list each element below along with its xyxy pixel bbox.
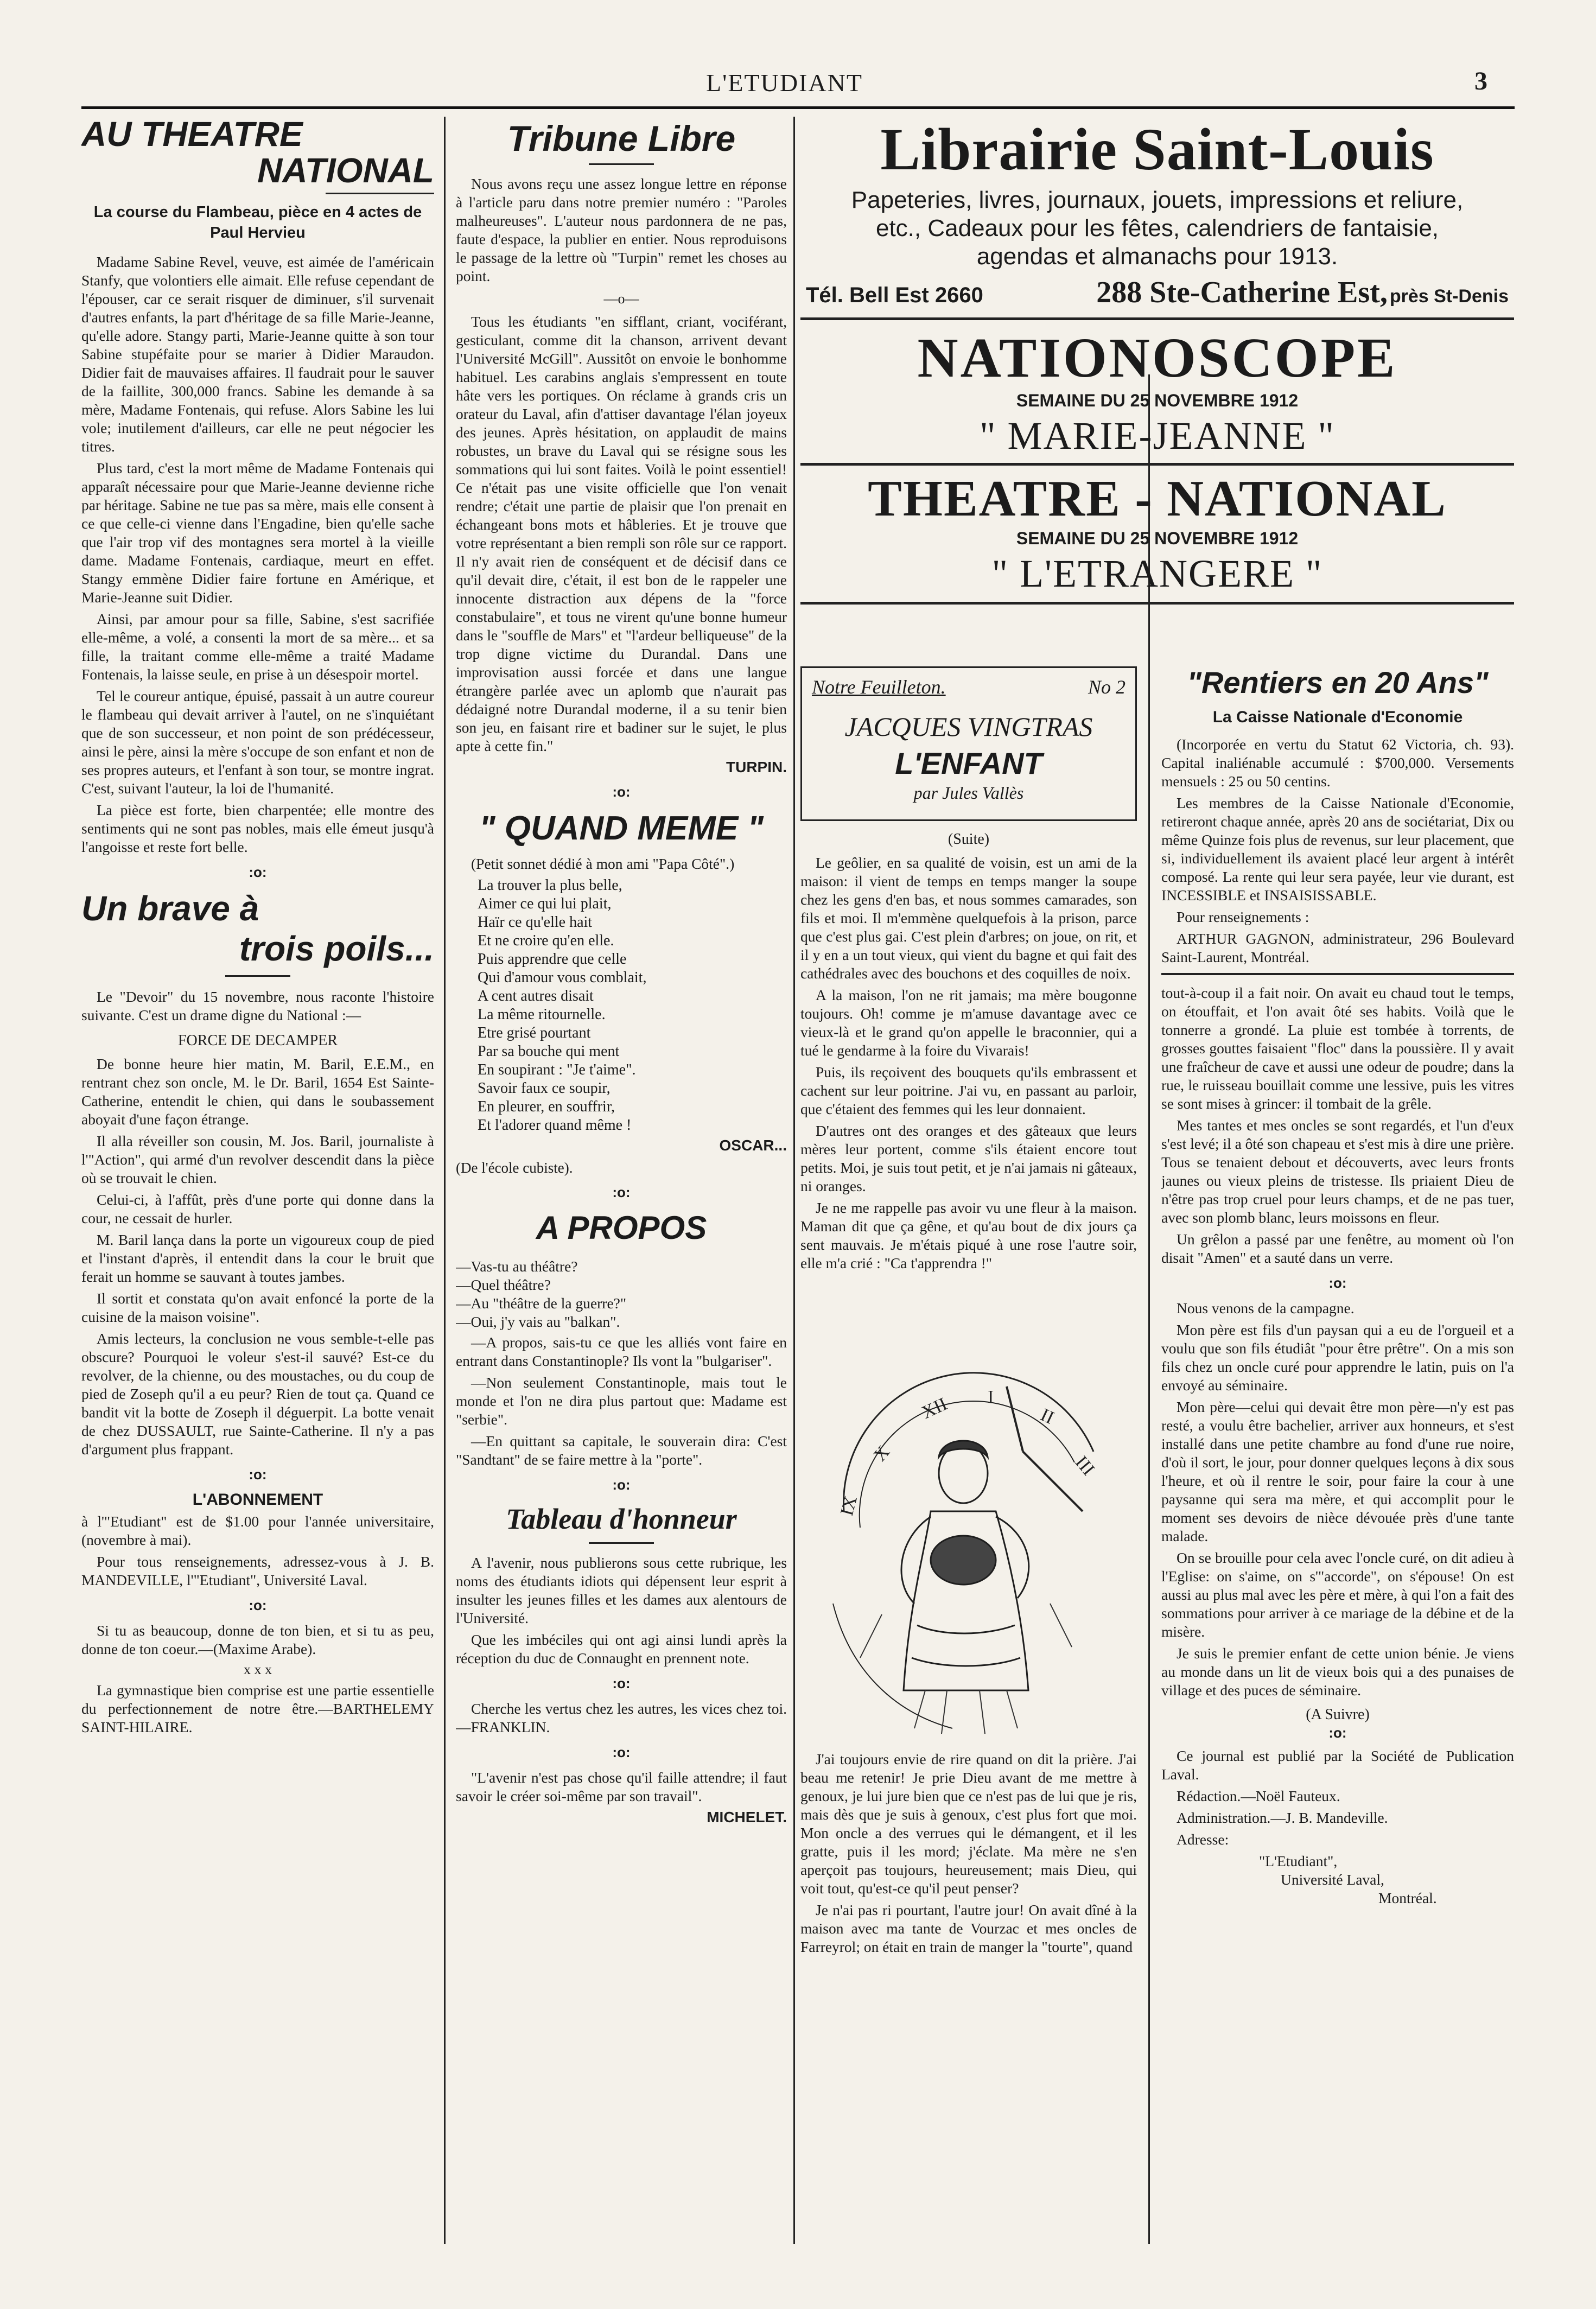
signature: TURPIN. [726,759,787,775]
separator: :o: [612,1675,631,1691]
story-paragraph: Un grêlon a passé par une fenêtre, au moment où l'on disait "Amen" et a sauté dans un verre. [1161,1231,1514,1266]
librairie-phone: Tél. Bell Est 2660 [806,283,983,307]
tableau-paragraph: Que les imbéciles qui ont agi ainsi lundi après la réception du duc de Connaught en prennent note. [456,1631,787,1666]
poem-line: A cent autres disait [478,988,594,1004]
address-line: Montréal. [1378,1890,1437,1906]
quand-meme-title: " QUAND MEME " [479,810,764,847]
brave-paragraph: De bonne heure hier matin, M. Baril, E.E.M., en rentrant chez son oncle, M. le Dr. Baril, 1654 Est Sainte-Catherine, entendit le chien, qui dans le soubassement aboyait d'une façon étrange. [81,1055,434,1128]
rentiers-paragraph: ARTHUR GAGNON, administrateur, 296 Boulevard Saint-Laurent, Montréal. [1161,930,1514,965]
rentiers-title: "Rentiers en 20 Ans" [1187,665,1489,699]
tableau-paragraph: A l'avenir, nous publierons sous cette rubrique, les noms des étudiants idiots qui dépensent leur esprit à insulter les jeunes filles et les dames aux alentours de l'Université. [456,1554,787,1626]
section-rule [1161,973,1514,975]
poem-stanza [478,1024,787,1079]
librairie-address: 288 Ste-Catherine Est, [1096,276,1388,309]
poem-stanza [478,876,787,950]
poem-stanza [478,950,787,1024]
nationoscope-week: SEMAINE DU 25 NOVEMBRE 1912 [1016,391,1299,410]
tableau-title: Tableau d'honneur [506,1503,737,1535]
column-divider [793,117,795,2244]
theatre-paragraph: Plus tard, c'est la mort même de Madame Fontenais qui apparaît nécessaire pour que Marie-Jeanne devienne riche par héritage. Sabine ne tue pas sa mère, mais elle consent à ce que celle-ci vienne dans l'Engadine, bien qu'elle sache que l'air trop vif des montagnes sera mortel à la vieille dame. Madame Fontenais, cardiaque, meurt en effet. Stangy emmène Didier faire fortune en Amérique, et Marie-Jeanne suit Didier. [81,460,434,606]
nationoscope-film: " MARIE-JEANNE " [980,414,1335,457]
tribune-title: Tribune Libre [507,118,736,158]
apropos-title: A PROPOS [536,1210,707,1246]
michelet-quote: "L'avenir n'est pas chose qu'il faille attendre; il faut savoir le créer soi-même par son travail". [456,1769,787,1804]
adresse-label: Adresse: [1177,1831,1229,1848]
theatre-paragraph: La pièce est forte, bien charpentée; elle montre des sentiments qui ne sont pas nobles, mais elle émeut jusqu'à l'angoisse et reste fort belle. [81,802,434,855]
theatre-paragraph: Ainsi, par amour pour sa fille, Sabine, s'est sacrifiée elle-même, a volé, a consenti la mort de sa mère... et sa fille, la traitant comme elle-même a traité Madame Fontenais, la laisse seule, en prise à un désespoir mortel. [81,610,434,683]
nationoscope-title: NATIONOSCOPE [917,327,1397,389]
title-rule [326,193,434,194]
svg-text:IX: IX [836,1493,862,1518]
theatre-title-line2: NATIONAL [257,151,434,190]
poem-school: (De l'école cubiste). [456,1160,573,1176]
svg-text:X: X [869,1442,894,1466]
librairie-contact [800,275,1514,310]
story-paragraph: Nous venons de la campagne. [1177,1300,1355,1316]
title-rule [225,975,290,977]
feuilleton-title-1: JACQUES VINGTRAS [844,711,1093,742]
feuilleton-paragraph: Le geôlier, en sa qualité de voisin, est un ami de la maison: il vient de temps en temps manger la soupe chez les gens d'en bas, et nous sommes camarades, son fils et moi. Il m'emmène quelquefois à la prison, parce que c'est plus gai. C'est plein d'arbres; on joue, on rit, et il y en a un tout vieux, qui vient du bagne et qui fait des cathédrales avec des bouchons et des coquilles de noix. [800,854,1137,982]
brave-title-line1: Un brave à [81,889,259,928]
franklin-quote: Cherche les vertus chez les autres, les vices chez toi.—FRANKLIN. [456,1700,787,1735]
story-paragraph: Mon père—celui qui devait être mon père—n'y est pas resté, a voulu être bachelier, arriver aux honneurs, et s'est installé dans une petite chambre au fond d'une rue noire, d'où il sort, le jour, pour donner quelques leçons à dix sous l'heure, et où il rentre le soir, pour faire la cour à une paysanne qui sera ma mère, et qui accomplit pour le moment ses devoirs de nièce dévouée près d'une tante malade. [1161,1398,1514,1544]
feuilleton-paragraph: Puis, ils reçoivent des bouquets qu'ils embrassent et cachent sur leur poitrine. J'ai vu, en passant au parloir, que c'étaient des femmes qui les leur donnaient. [800,1064,1137,1117]
theatre-subtitle: La course du Flambeau, pièce en 4 actes de Paul Hervieu [93,203,422,241]
ad-rule [800,463,1514,466]
librairie-title: Librairie Saint-Louis [880,116,1434,182]
column-1 [81,117,434,2244]
suivre-label: (A Suivre) [1306,1706,1370,1723]
theatre-paragraph: Madame Sabine Revel, veuve, est aimée de l'américain Stanfy, que volontiers elle aimait. Elle refuse cependant de l'épouser, car ce serait risquer de diminuer, s'il survenait d'autres enfants, la part d'héritage de sa fille Marie-Jeanne, qu'elle adore. Stangy parti, Marie-Jeanne quitte à son tour Sabine stupéfaite pour se marier à Didier Maraudon. Didier fait de mauvaises affaires. Il faudrait pour le sauver de la faillite, 300,000 francs. Sabine les demande à sa mère, Madame Fontenais, qui refuse. Alors Sabine les lui vole; inutilement d'ailleurs, car elle ne peut négocier les titres. [81,253,434,455]
rentiers-paragraph: Pour renseignements : [1177,908,1309,925]
publication-paragraph: Ce journal est publié par la Société de Publication Laval. [1161,1747,1514,1783]
brave-paragraph: Amis lecteurs, la conclusion ne vous semble-t-elle pas obscure? Pourquoi le voleur s'est-il sauvé? Est-ce du revolver, de la chienne, ou des moustaches, ou du coup de pied de Zoseph qu'il a eu peur? Rien de tout ça. Quand ce bandit vit la botte de Zoseph il déguerpit. La botte venait de chez DUSSAULT, rue Sainte-Catherine. Il n'y a pas d'argument plus frappant. [81,1330,434,1458]
brave-paragraph: Celui-ci, à l'affût, près d'une porte qui donne dans la cour, ne cessait de hurler. [81,1191,434,1226]
poem-line: Etre grisé pourtant [478,1025,591,1041]
page-header [81,64,1487,97]
separator: :o: [612,1184,631,1200]
feuilleton-title-2: L'ENFANT [895,746,1042,780]
poem-line: Savoir faux ce soupir, [478,1080,611,1097]
newspaper-title: L'ETUDIANT [706,69,863,97]
feuilleton-paragraph: Je n'ai pas ri pourtant, l'autre jour! On avait dîné à la maison avec ma tante de Vourzac et mes oncles de Farreyrol; on était en train de manger la "tourte", quand [800,1901,1137,1955]
brave-paragraph: Le "Devoir" du 15 novembre, nous raconte l'histoire suivante. C'est un drame digne du National :— [81,988,434,1023]
separator: :o: [612,1477,631,1493]
rentiers-paragraph: (Incorporée en vertu du Statut 62 Victoria, ch. 93). Capital inaliénable accumulé : $700,000. Versements mensuels : 25 ou 50 centins. [1161,736,1514,790]
apropos-paragraph: —Non seulement Constantinople, mais tout le monde et l'on ne dira plus partout que: Madame est "serbie". [456,1374,787,1428]
story-paragraph: Mes tantes et mes oncles se sont regardés, et l'un d'eux s'est levé; il a ôté son chapeau et s'est mis à dire une prière. Tous se tenaient debout et découverts, avec leurs fronts jaunes ou vieux pleins de tristesse. Ils priaient Dieu de n'être pas trop cruel pour leurs champs, et de ne pas tuer, avec son plomb blanc, leurs moissons en fleur. [1161,1117,1514,1226]
apropos-line: —Oui, j'y vais au "balkan". [456,1313,620,1330]
rentiers-subtitle: La Caisse Nationale d'Economie [1212,708,1463,726]
poem-line: Qui d'amour vous comblait, [478,969,647,986]
poem-line: Aimer ce qui lui plait, [478,895,612,912]
tribune-paragraph: Tous les étudiants "en sifflant, criant, vociférant, gesticulant, comme dit la chanson, arrivent devant l'Université McGill". Aussitôt on envoie le bonhomme habituel. Les carabins anglais s'empressent en toute hâte vers les portiques. On réclame à grands cris un orateur du Laval, afin d'attiser davantage l'élan joyeux des jeunes. Après hésitation, on applaudit de mains robustes, un brave du Laval qui se résigne sous les sommations qui lui sont faites. Voilà le point essentiel! Ce n'était pas une visite officielle que l'on venait rendre; c'était une partie de plaisir que l'on prenait en échangeant bons mots et hâbleries. Et je trouve que votre représentant a bien rempli son rôle sur ce rapport. Il n'y avait rien de conséquent et de décisif dans ce qu'il devait dire, c'était, il est bon de le rappeler une innocente distraction aux dépens de la "force constabulaire", et tous ne virent qu'une bonne humeur dans le "souffle de Mars" et "l'ardeur belliqueuse" de la trop digne victime du Durandal. Dans une improvisation aussi forcée et dans une langue étrangère parlée avec un aplomb que n'aurait pas dédaigné notre Durandal moderne, il a su tenir bien son jeu, en faisant rire et badiner sur le sujet, le plus apte à cette fin." [456,313,787,754]
address-line: "L'Etudiant", [1259,1853,1338,1869]
separator: —o— [603,291,639,307]
theatre-title-line1: AU THEATRE [81,117,303,154]
theatre-national-title: THEATRE - NATIONAL [868,470,1447,527]
poem-line: En soupirant : "Je t'aime". [478,1061,636,1078]
column-3 [800,662,1137,2244]
feuilleton-label: Notre Feuilleton. [812,676,946,698]
apropos-lines [456,1257,787,1331]
apropos-paragraph: —En quittant sa capitale, le souverain dira: C'est "Sandtant" de se faire mettre à la "porte". [456,1433,787,1468]
brave-subhead: FORCE DE DECAMPER [177,1032,338,1049]
feuilleton-paragraph: Je ne me rappelle pas avoir vu une fleur à la maison. Maman dit que ça gêne, et qu'au bout de dix jours ça sent mauvais. Je m'étais piqué à une rose l'autre soir, elle m'a crié : "Ca t'apprendra !" [800,1199,1137,1271]
feuilleton-number: No 2 [1088,676,1126,698]
column-divider [444,117,446,2244]
theatre-national-film: " L'ETRANGERE " [991,552,1323,595]
apropos-line: —Quel théâtre? [456,1276,551,1293]
separator: :o: [249,1466,267,1483]
brave-paragraph: M. Baril lança dans la porte un vigoureux coup de pied et l'instant d'après, il entendit dans la cour le bruit que ferait un homme se sauvant à toutes jambes. [81,1231,434,1285]
abonnement-title: L'ABONNEMENT [192,1491,323,1509]
svg-text:XII: XII [918,1394,951,1423]
brave-paragraph: Il sortit et constata qu'on avait enfoncé la porte de la cuisine de la maison voisine". [81,1290,434,1325]
poem-line: En pleurer, en souffrir, [478,1098,615,1115]
theatre-national-week: SEMAINE DU 25 NOVEMBRE 1912 [1016,529,1299,548]
column-divider [1148,374,1150,2244]
poem-line: La même ritournelle. [478,1006,606,1023]
feuilleton-paragraph: J'ai toujours envie de rire quand on dit la prière. J'ai beau me retenir! Je prie Dieu avant de me mettre à genoux, je lui jure bien que ce n'est pas de lui que je ris, mais dès que je suis à genoux, c'est plus fort que moi. Mon oncle a des verrues qui le démangent, et il les gratte, puis il les mord; j'éclate. Ma mère ne s'en aperçoit pas toujours, heureusement; mais Dieu, qui voit tout, qu'est-ce qu'il peut penser? [800,1751,1137,1897]
separator: :o: [1328,1725,1347,1741]
ad-rule [800,602,1514,605]
ads-block [800,117,1514,605]
title-rule [589,163,654,165]
abonnement-paragraph: à l'"Etudiant" est de $1.00 pour l'année universitaire, (novembre à mai). [81,1513,434,1548]
svg-text:I: I [988,1387,994,1407]
brave-title-line2: trois poils... [239,929,434,968]
maxim-paragraph: Si tu as beaucoup, donne de ton bien, et si tu as peu, donne de ton coeur.—(Maxime Arabe). [81,1622,434,1657]
column-2 [456,117,787,2244]
illustration-image [800,1278,1137,1745]
story-paragraph: Mon père est fils d'un paysan qui a eu de l'orgueil et a voulu que son fils étudiât "pour être prêtre". On a mis son fils chez un oncle curé pour apprendre le latin, puis on l'a envoyé au séminaire. [1161,1321,1514,1394]
poem-line: La trouver la plus belle, [478,877,622,894]
separator: :o: [249,1597,267,1613]
feuilleton-author: par Jules Vallès [913,783,1024,803]
administration-line: Administration.—J. B. Mandeville. [1177,1809,1388,1826]
column-4 [1161,665,1514,2244]
theatre-paragraph: Tel le coureur antique, épuisé, passait à un autre coureur le flambeau qui devait arriver à l'autel, on ne s'inquiétant que de son successeur, et non point de son prédécesseur, ainsi le père, ainsi la mère s'occupe de son enfant et non de ses propres auteurs, et l'enfant à son tour, se montre ingrat. C'est, suivant l'auteur, la loi de l'humanité. [81,688,434,797]
librairie-description: Papeteries, livres, journaux, jouets, impressions et reliure, etc., Cadeaux pour les fêtes, calendriers de fantaisie, agendas et almanachs pour 1913. [851,187,1464,270]
separator: :o: [249,864,267,880]
header-rule [81,106,1515,109]
signature: OSCAR... [719,1137,787,1154]
story-paragraph: On se brouille pour cela avec l'oncle curé, on dit adieu à l'Eglise: on s'aime, on s'"accorde", on s'épouse! On est aussi au plus mal avec les père et mère, à qui l'on a fait des sommations pour arriver à ce mariage de la débine et de la misère. [1161,1549,1514,1640]
poem-line: Et l'adorer quand même ! [478,1117,632,1134]
svg-text:II: II [1037,1404,1057,1428]
redaction-line: Rédaction.—Noël Fauteux. [1177,1788,1340,1804]
feuilleton-box [800,666,1137,821]
title-rule [589,1542,654,1544]
gymnastique-paragraph: La gymnastique bien comprise est une partie essentielle du perfectionnement de notre être.—BARTHELEMY SAINT-HILAIRE. [81,1682,434,1735]
separator: :o: [612,784,631,800]
rentiers-paragraph: Les membres de la Caisse Nationale d'Economie, retireront chaque année, après 20 ans de sociétariat, Dix ou même Quinze fois plus de revenus, sur leur placement, que si, individuellement ils avaient placé leur argent à intérêt composé. La rente qui leur sera payée, leur vie durant, est INCESSIBLE et INSAISISSABLE. [1161,794,1514,904]
poem-line: Haïr ce qu'elle hait [478,914,593,931]
signature: MICHELET. [707,1809,787,1825]
poem [456,876,787,1135]
brave-paragraph: Il alla réveiller son cousin, M. Jos. Baril, journaliste à l'"Action", qui armé d'un revolver descendit dans la pièce où se trouvait le chien. [81,1133,434,1186]
feuilleton-paragraph: D'autres ont des oranges et des gâteaux que leurs mères leur portent, comme s'ils étaient encore tout petits. Moi, je suis tout petit, et je n'ai jamais ni gâteaux, ni oranges. [800,1122,1137,1194]
feuilleton-paragraph: A la maison, l'on ne rit jamais; ma mère bougonne toujours. Oh! comme je m'amuse davantage avec ce vieux-là et le grand qu'on appelle le braconnier, qui a tué le gendarme à la foire du Vivarais! [800,987,1137,1059]
ad-rule [800,317,1514,320]
poem-stanza [478,1079,787,1135]
abonnement-paragraph: Pour tous renseignements, adressez-vous à J. B. MANDEVILLE, l'"Etudiant", Université Laval. [81,1553,434,1588]
story-paragraph: tout-à-coup il a fait noir. On avait eu chaud tout le temps, on étouffait, et l'on avait ôté ses habits. Voilà que le tonnerre a grondé. La pluie est tombée à torrents, de grosses gouttes faisaient "floc" dans la poussière. Il y avait une fraîcheur de cave et aussi une odeur de poudre; dans la rue, le ruisseau bouillait comme une lessive, puis les vitres se sont mises à grincer: il tombait de la grêle. [1161,984,1514,1112]
suite-label: (Suite) [948,831,990,848]
apropos-line: —Vas-tu au théâtre? [456,1258,578,1275]
apropos-line: —Au "théâtre de la guerre?" [456,1295,627,1312]
clock-woman-illustration [800,1278,1137,1745]
svg-text:III: III [1071,1452,1099,1480]
librairie-near: près St-Denis [1389,286,1509,307]
poem-line: Puis apprendre que celle [478,951,627,968]
address-line: Université Laval, [1281,1871,1384,1888]
tribune-paragraph: Nous avons reçu une assez longue lettre en réponse à l'article paru dans notre premier numéro : "Paroles malheureuses". L'auteur nous pardonnera de ne pas, faute d'espace, la publier en entier. Nous reproduisons le passage de la lettre où "Turpin" remet les choses au point. [456,175,787,284]
story-paragraph: Je suis le premier enfant de cette union bénie. Je viens au monde dans un lit de vieux bois qui a des punaises de village et des puces de séminaire. [1161,1645,1514,1699]
feuilleton-header [812,676,1126,698]
separator: :o: [612,1744,631,1760]
page-number: 3 [1474,67,1487,96]
poem-line: Par sa bouche qui ment [478,1043,620,1060]
xxx-separator: x x x [244,1662,272,1677]
apropos-paragraph: —A propos, sais-tu ce que les alliés vont faire en entrant dans Constantinople? Ils vont la "bulgariser". [456,1334,787,1369]
poem-intro: (Petit sonnet dédié à mon ami "Papa Côté".) [471,855,735,872]
poem-line: Et ne croire qu'en elle. [478,932,614,949]
separator: :o: [1328,1275,1347,1291]
